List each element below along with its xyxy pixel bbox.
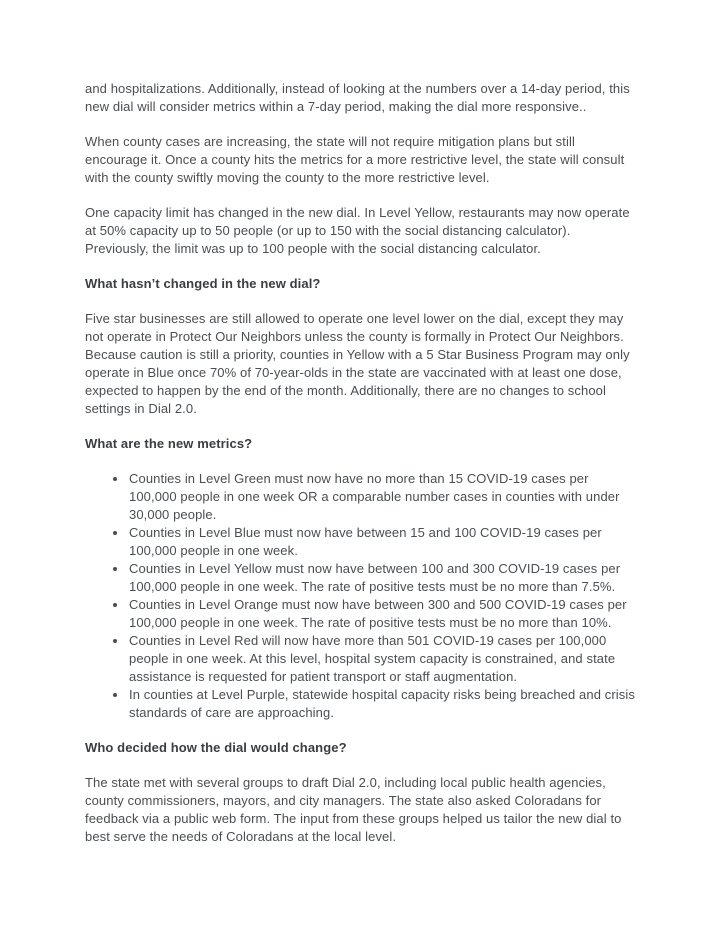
heading-new-metrics: What are the new metrics? [85, 436, 253, 451]
paragraph-county-cases: When county cases are increasing, the state will not require mitigation plans but still encourage it. Once a county hits the metrics for a more restrictive level, the state will consult with the county swiftly moving the county to the more restrictive level. [85, 134, 625, 185]
paragraph-five-star-businesses: Five star businesses are still allowed to operate one level lower on the dial, except they may not operate in Protect Our Neighbors unless the county is formally in Protect Our Neighbors. Because caution is still a priority, counties in Yellow with a 5 Star Business Program may only operate in Blue once 70% of 70-year-olds in the state are vaccinated with at least one dose, expected to happen by the end of the month. Additionally, there are no changes to school settings in Dial 2.0. [85, 311, 630, 416]
heading-what-hasnt-changed: What hasn’t changed in the new dial? [85, 276, 321, 291]
paragraph-who-decided-body: The state met with several groups to draft Dial 2.0, including local public health agencies, county commissioners, mayors, and city managers. The state also asked Coloradans for feedback via a public web form. The input from these groups helped us tailor the new dial to best serve the needs of Coloradans at the local level. [85, 775, 622, 844]
paragraph-capacity-limit: One capacity limit has changed in the new dial. In Level Yellow, restaurants may now operate at 50% capacity up to 50 people (or up to 150 with the social distancing calculator). Previously, the limit was up to 100 people with the social distancing calculator. [85, 205, 630, 256]
metric-item-level-purple: • In counties at Level Purple, statewide hospital capacity risks being breached and crisis standards of care are approaching. [128, 686, 635, 722]
metric-item-level-green: • Counties in Level Green must now have no more than 15 COVID-19 cases per 100,000 people in one week OR a comparable number cases in counties with under 30,000 people. [128, 470, 635, 524]
heading-who-decided: Who decided how the dial would change? [85, 740, 347, 755]
metric-item-level-blue: • Counties in Level Blue must now have between 15 and 100 COVID-19 cases per 100,000 people in one week. [128, 524, 635, 560]
paragraph-responsive-dial: and hospitalizations. Additionally, instead of looking at the numbers over a 14-day period, this new dial will consider metrics within a 7-day period, making the dial more responsive.. [85, 81, 630, 114]
metric-item-level-orange: • Counties in Level Orange must now have between 300 and 500 COVID-19 cases per 100,000 people in one week. The rate of positive tests must be no more than 10%. [128, 596, 635, 632]
metrics-bullet-list [85, 470, 635, 722]
metric-item-level-yellow: • Counties in Level Yellow must now have between 100 and 300 COVID-19 cases per 100,000 people in one week. The rate of positive tests must be no more than 7.5%. [128, 560, 635, 596]
metric-item-level-red: • Counties in Level Red will now have more than 501 COVID-19 cases per 100,000 people in one week. At this level, hospital system capacity is constrained, and state assistance is requested for patient transport or staff augmentation. [128, 632, 635, 686]
